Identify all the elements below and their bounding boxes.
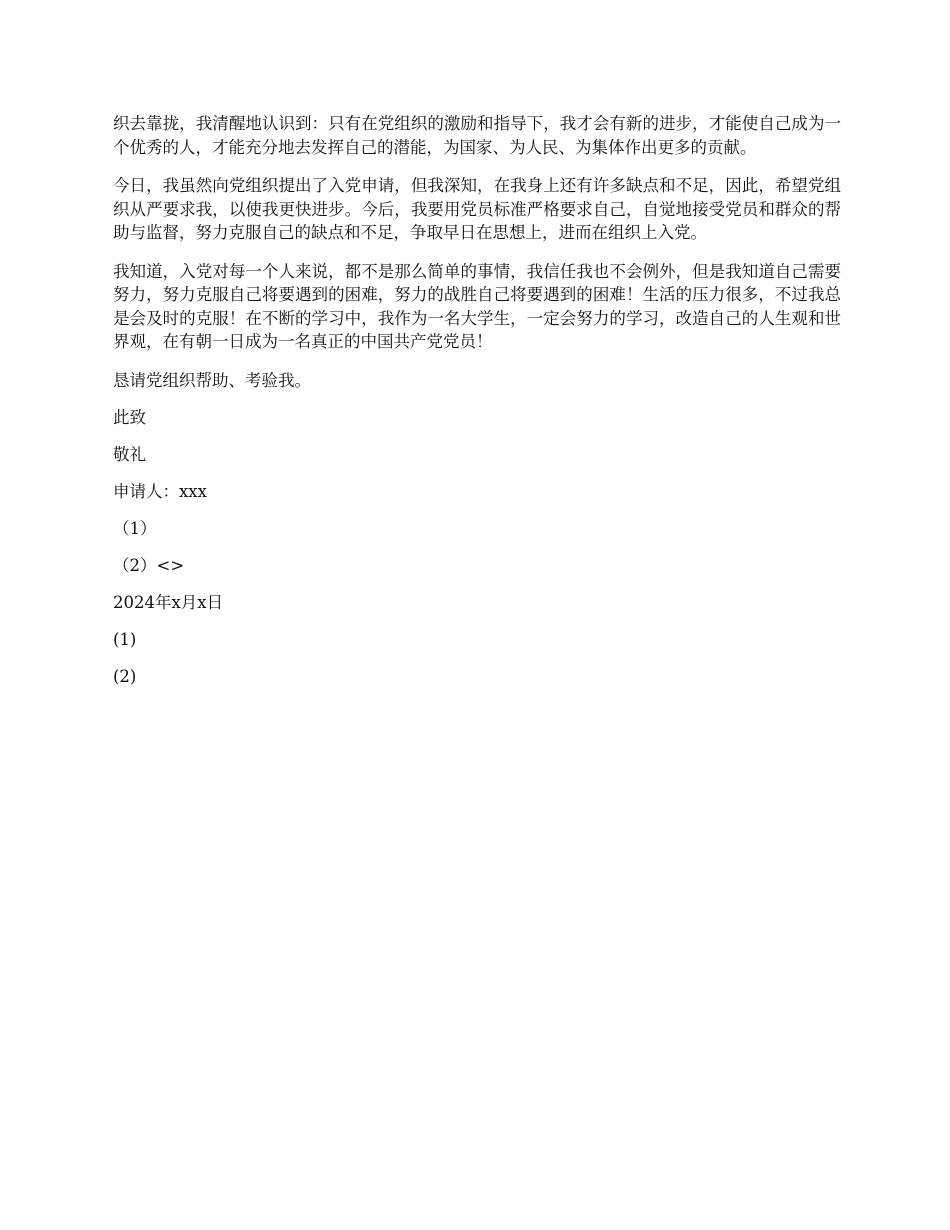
- note-item-2: （2）<>: [113, 555, 185, 575]
- closing-salutation: 此致: [113, 407, 146, 427]
- reference-item-1: (1): [113, 629, 137, 649]
- date-line: 2024年x月x日: [113, 592, 224, 612]
- request-line: 恳请党组织帮助、考验我。: [113, 370, 311, 390]
- applicant-signature: 申请人：xxx: [113, 481, 207, 501]
- note-item-1: （1）: [113, 518, 157, 538]
- document-page: [113, 112, 841, 702]
- body-paragraph-3: 我知道，入党对每一个人来说，都不是那么简单的事情，我信任我也不会例外，但是我知道自己需要努力，努力克服自己将要遇到的困难，努力的战胜自己将要遇到的困难！生活的压力很多，不过我总是会及时的克服！在不断的学习中，我作为一名大学生，一定会努力的学习，改造自己的人生观和世界观，在有朝一日成为一名真正的中国共产党党员！: [113, 261, 841, 351]
- reference-item-2: (2): [113, 666, 137, 686]
- body-paragraph-2: 今日，我虽然向党组织提出了入党申请，但我深知，在我身上还有许多缺点和不足，因此，希望党组织从严要求我，以使我更快进步。今后，我要用党员标准严格要求自己，自觉地接受党员和群众的帮助与监督，努力克服自己的缺点和不足，争取早日在思想上，进而在组织上入党。: [113, 176, 841, 242]
- body-paragraph-1: 织去靠拢，我清醒地认识到：只有在党组织的激励和指导下，我才会有新的进步，才能使自己成为一个优秀的人，才能充分地去发挥自己的潜能，为国家、为人民、为集体作出更多的贡献。: [113, 114, 841, 157]
- closing-regards: 敬礼: [113, 444, 146, 464]
